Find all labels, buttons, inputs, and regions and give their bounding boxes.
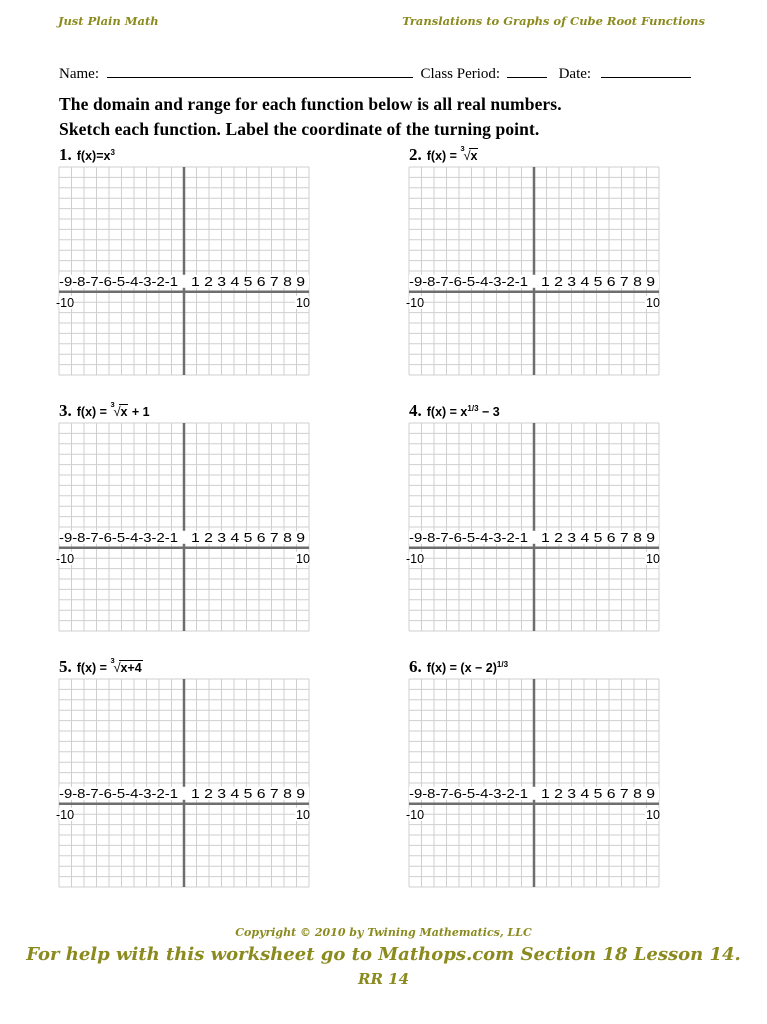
date-field[interactable] bbox=[601, 64, 691, 78]
class-period-label: Class Period: bbox=[420, 66, 501, 82]
function-text: f(x)=x bbox=[76, 149, 111, 163]
problem-6-label bbox=[409, 657, 508, 677]
help-line: For help with this worksheet go to Mathops.com Section 18 Lesson 14. bbox=[26, 944, 741, 965]
instructions-line-2: Sketch each function. Label the coordinate of the turning point. bbox=[59, 119, 540, 139]
function-exponent: 3 bbox=[110, 147, 115, 157]
x-axis-min-label: -10 bbox=[56, 807, 75, 822]
x-axis-positive-labels: 1 2 3 4 5 6 7 8 9 bbox=[541, 274, 656, 289]
student-info-line bbox=[59, 64, 709, 83]
problem-number: 3. bbox=[59, 401, 72, 420]
x-axis-max-label: 10 bbox=[296, 295, 310, 310]
x-axis-min-label: -10 bbox=[406, 295, 425, 310]
root-index: 3 bbox=[460, 144, 465, 153]
problem-3-label bbox=[59, 401, 150, 421]
x-axis-negative-labels: -9-8-7-6-5-4-3-2-1 bbox=[59, 530, 179, 545]
problem-number: 1. bbox=[59, 145, 72, 164]
radical-sign: √ bbox=[113, 660, 121, 675]
coordinate-grid-6[interactable] bbox=[406, 679, 660, 887]
problem-number: 5. bbox=[59, 657, 72, 676]
problem-1-label bbox=[59, 145, 115, 165]
x-axis-max-label: 10 bbox=[646, 551, 660, 566]
x-axis-positive-labels: 1 2 3 4 5 6 7 8 9 bbox=[541, 530, 656, 545]
function-suffix: − 3 bbox=[478, 405, 500, 419]
problem-number: 2. bbox=[409, 145, 422, 164]
coordinate-grid-3[interactable] bbox=[56, 423, 310, 631]
coordinate-grid-2[interactable] bbox=[406, 167, 660, 375]
cube-root-symbol bbox=[110, 400, 128, 419]
x-axis-negative-labels: -9-8-7-6-5-4-3-2-1 bbox=[409, 274, 529, 289]
x-axis-max-label: 10 bbox=[646, 807, 660, 822]
function-suffix: + 1 bbox=[128, 405, 150, 419]
date-label: Date: bbox=[558, 66, 592, 82]
x-axis-negative-labels: -9-8-7-6-5-4-3-2-1 bbox=[409, 530, 529, 545]
x-axis-negative-labels: -9-8-7-6-5-4-3-2-1 bbox=[409, 786, 529, 801]
function-text: f(x) = bbox=[76, 661, 111, 675]
instructions-line-1: The domain and range for each function below is all real numbers. bbox=[59, 94, 562, 114]
x-axis-min-label: -10 bbox=[406, 551, 425, 566]
header-brand: Just Plain Math bbox=[58, 14, 159, 28]
root-index: 3 bbox=[110, 400, 115, 409]
problem-4-label bbox=[409, 401, 500, 421]
x-axis-max-label: 10 bbox=[646, 295, 660, 310]
x-axis-negative-labels: -9-8-7-6-5-4-3-2-1 bbox=[59, 274, 179, 289]
class-period-field[interactable] bbox=[507, 64, 547, 78]
function-exponent: 1/3 bbox=[467, 403, 479, 413]
worksheet-code: RR 14 bbox=[357, 970, 410, 988]
radicand: x+4 bbox=[120, 661, 142, 675]
coordinate-grid-5[interactable] bbox=[56, 679, 310, 887]
cube-root-symbol bbox=[460, 144, 478, 163]
problem-number: 4. bbox=[409, 401, 422, 420]
x-axis-max-label: 10 bbox=[296, 807, 310, 822]
radical-sign: √ bbox=[113, 404, 121, 419]
cube-root-symbol bbox=[110, 656, 142, 675]
coordinate-grid-4[interactable] bbox=[406, 423, 660, 631]
function-text: f(x) = (x − 2) bbox=[426, 661, 497, 675]
x-axis-min-label: -10 bbox=[56, 295, 75, 310]
x-axis-max-label: 10 bbox=[296, 551, 310, 566]
name-field[interactable] bbox=[107, 64, 413, 78]
problem-5-label bbox=[59, 657, 143, 677]
name-label: Name: bbox=[59, 66, 99, 82]
radical-sign: √ bbox=[463, 148, 471, 163]
x-axis-min-label: -10 bbox=[406, 807, 425, 822]
coordinate-grid-1[interactable] bbox=[56, 167, 310, 375]
radicand: x bbox=[470, 149, 478, 163]
x-axis-negative-labels: -9-8-7-6-5-4-3-2-1 bbox=[59, 786, 179, 801]
function-text: f(x) = bbox=[76, 405, 111, 419]
x-axis-positive-labels: 1 2 3 4 5 6 7 8 9 bbox=[191, 786, 306, 801]
problem-2-label bbox=[409, 145, 478, 165]
function-text: f(x) = x bbox=[426, 405, 468, 419]
root-index: 3 bbox=[110, 656, 115, 665]
x-axis-positive-labels: 1 2 3 4 5 6 7 8 9 bbox=[191, 274, 306, 289]
x-axis-positive-labels: 1 2 3 4 5 6 7 8 9 bbox=[541, 786, 656, 801]
problem-number: 6. bbox=[409, 657, 422, 676]
header-title: Translations to Graphs of Cube Root Functions bbox=[402, 14, 705, 28]
x-axis-min-label: -10 bbox=[56, 551, 75, 566]
radicand: x bbox=[120, 405, 128, 419]
function-text: f(x) = bbox=[426, 149, 461, 163]
x-axis-positive-labels: 1 2 3 4 5 6 7 8 9 bbox=[191, 530, 306, 545]
function-exponent: 1/3 bbox=[496, 659, 509, 669]
copyright: Copyright © 2010 by Twining Mathematics, LLC bbox=[235, 926, 532, 939]
